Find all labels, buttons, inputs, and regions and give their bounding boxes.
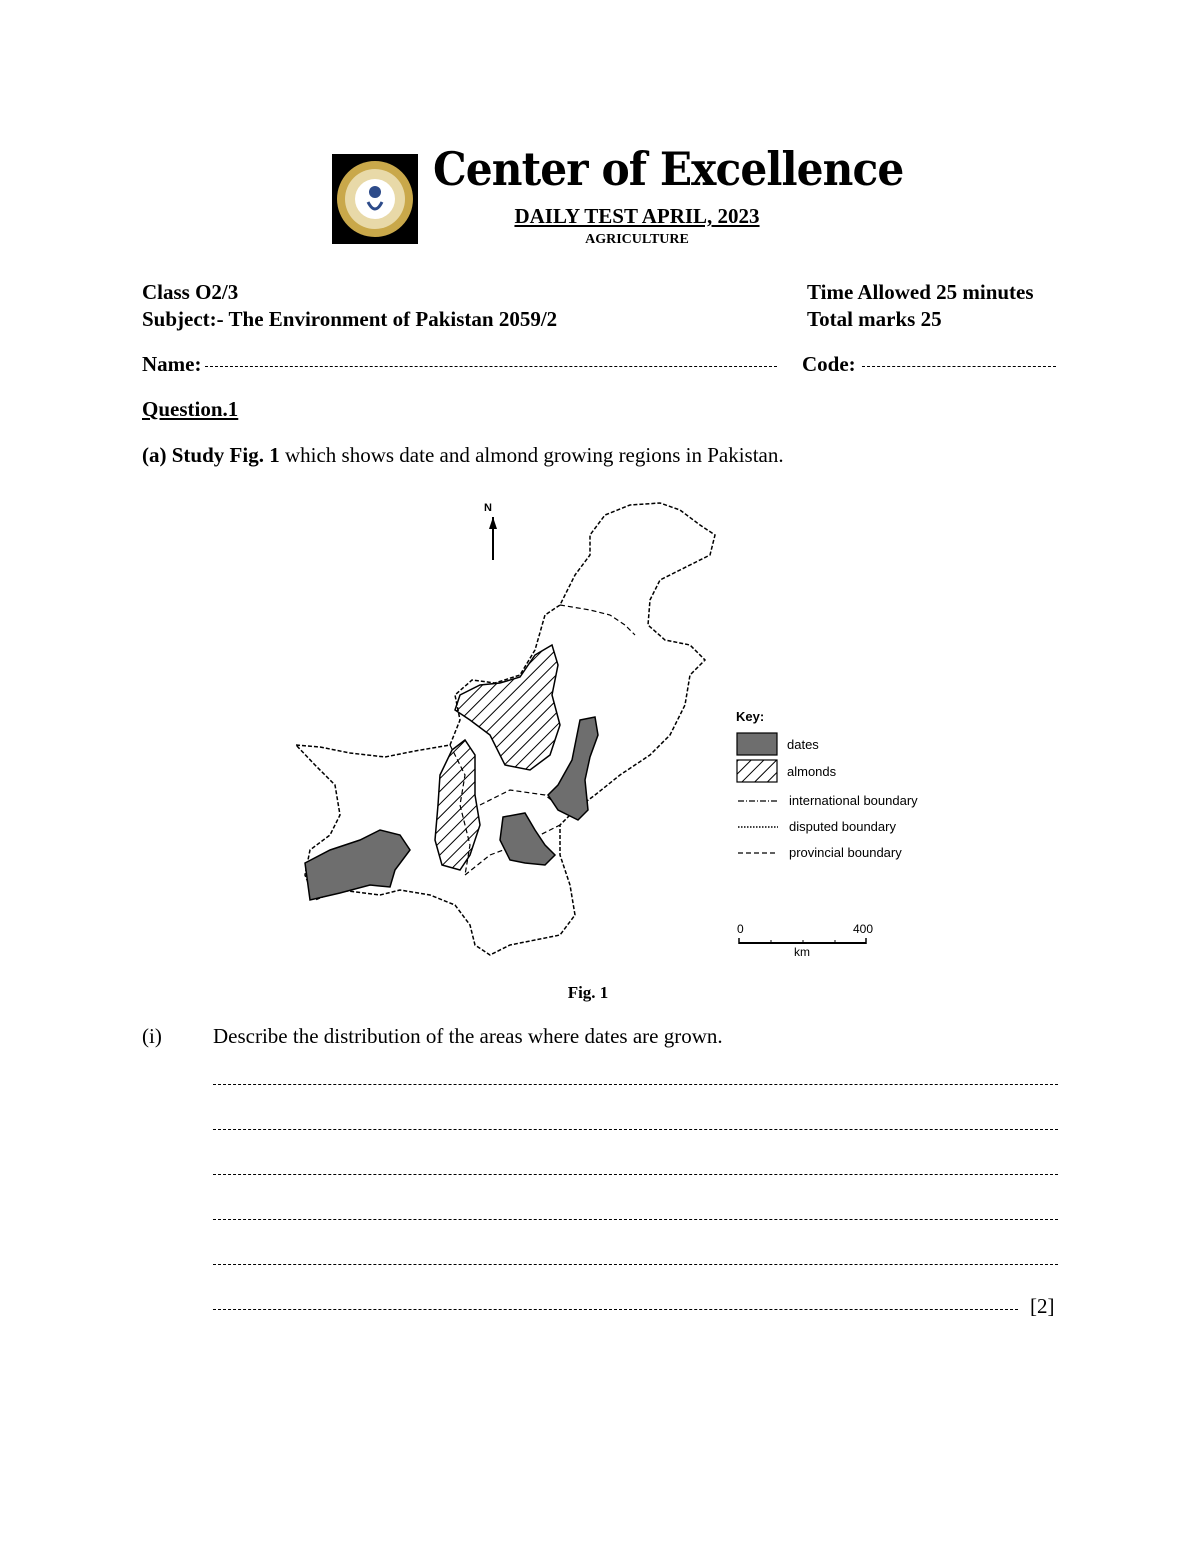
key-disputed-label: disputed boundary	[789, 819, 896, 834]
code-field[interactable]	[862, 366, 1056, 367]
school-title: Center of Excellence	[433, 142, 904, 196]
total-marks: Total marks 25	[807, 307, 942, 331]
figure-caption: Fig. 1	[567, 983, 609, 1002]
key-almonds-swatch	[737, 760, 777, 782]
answer-line[interactable]	[213, 1197, 1058, 1220]
answer-line[interactable]	[213, 1152, 1058, 1175]
name-label: Name:	[142, 352, 202, 376]
marks-label: [2]	[1030, 1294, 1055, 1318]
key-provincial-label: provincial boundary	[789, 845, 902, 860]
code-label: Code:	[802, 352, 856, 376]
north-arrow-icon	[489, 517, 497, 560]
scale-bar	[739, 938, 866, 944]
answer-line[interactable]	[213, 1242, 1058, 1265]
pakistan-map	[290, 495, 950, 965]
key-title: Key:	[736, 709, 765, 724]
test-name: DAILY TEST APRIL, 2023	[514, 204, 760, 228]
fig-ref: Fig. 1	[229, 443, 280, 467]
answer-line[interactable]	[213, 1287, 1018, 1310]
part-a-prefix: (a) Study	[142, 443, 230, 467]
key-dates-swatch	[737, 733, 777, 755]
time-allowed: Time Allowed 25 minutes	[807, 280, 1034, 304]
scale-start: 0	[737, 922, 744, 936]
sub-question-label: (i)	[142, 1024, 162, 1048]
sub-question-text: Describe the distribution of the areas where dates are grown.	[213, 1024, 723, 1048]
north-label: N	[484, 502, 492, 514]
subject-label: Subject:- The Environment of Pakistan 2059/2	[142, 307, 558, 331]
key-international-label: international boundary	[789, 793, 918, 808]
answer-line[interactable]	[213, 1107, 1058, 1130]
name-field[interactable]	[205, 366, 777, 367]
part-a-text: which shows date and almond growing regions in Pakistan.	[279, 443, 784, 467]
scale-unit: km	[794, 945, 810, 959]
test-topic: AGRICULTURE	[585, 232, 689, 247]
answer-line[interactable]	[213, 1062, 1058, 1085]
key-dates-label: dates	[787, 737, 819, 752]
class-label: Class O2/3	[142, 280, 239, 304]
question-heading: Question.1	[142, 397, 239, 421]
key-almonds-label: almonds	[787, 764, 837, 779]
scale-end: 400	[853, 922, 874, 936]
question-a	[142, 443, 784, 468]
school-logo	[332, 154, 418, 244]
